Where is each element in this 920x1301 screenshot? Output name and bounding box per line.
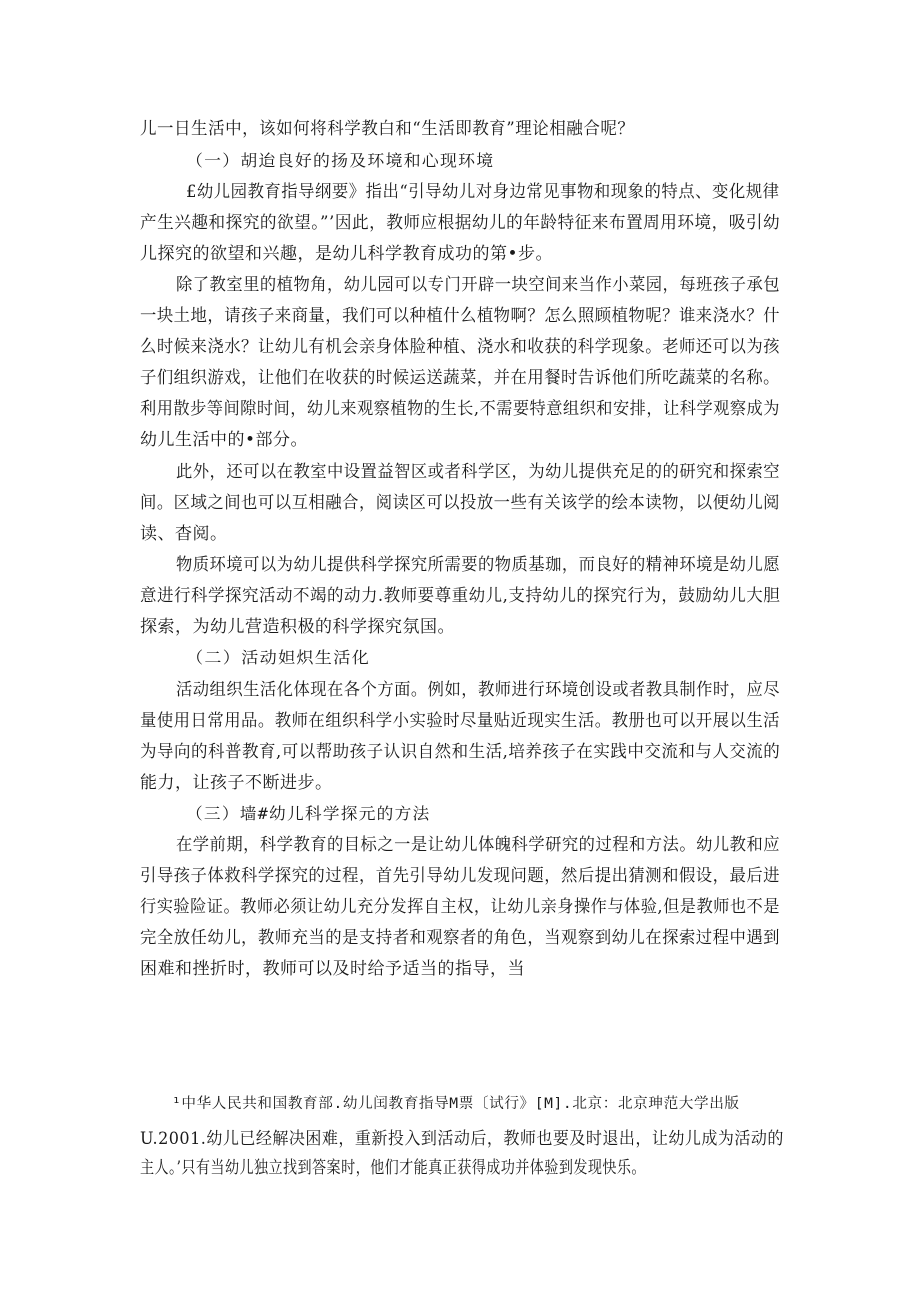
paragraph-line: 行实验险证。教师必须让幼儿充分发挥自主权，让幼儿亲身操作与体验,但是教师也不是 bbox=[140, 897, 780, 917]
paragraph-line: 为导向的科普教育,可以帮助孩子认识自然和生活,培养孩子在实践中交流和与人交流的 bbox=[140, 742, 781, 762]
paragraph-line: 在学前期，科学教育的目标之一是让幼儿体魄科学研究的过程和方法。幼儿教和应 bbox=[176, 835, 780, 855]
intro-line: 儿一日生活中，该如何将科学教白和“生活即教育”理论相融合呢？ bbox=[140, 119, 635, 139]
paragraph-line: 引导孩子体救科学探究的过程，首先引导幼儿发现问题，然后提出猜测和假设，最后进 bbox=[140, 866, 780, 886]
paragraph-line: 利用散步等间隙时间，幼儿来观察植物的生长,不需要特意组织和安排，让科学观察成为 bbox=[140, 399, 780, 419]
paragraph-line: 此外，还可以在教室中设置益智区或者科学区，为幼儿提供充足的的研究和探索空 bbox=[176, 462, 780, 482]
paragraph-line: 除了教室里的植物角，幼儿园可以专门开辟一块空间来当作小菜园，每班孩子承包 bbox=[176, 275, 780, 295]
paragraph-line: 么时候来浇水？让幼儿有机会亲身体脸种植、浇水和收获的科学现象。老师还可以为孩 bbox=[140, 337, 780, 357]
paragraph-line: 探索，为幼儿营造积极的科学探究氛国。 bbox=[140, 617, 455, 637]
paragraph-line: 幼儿生活中的•部分。 bbox=[140, 430, 309, 450]
section-heading: （一）胡迨良好的扬及环境和心现环境 bbox=[186, 151, 495, 170]
footnote-line: ¹中华人民共和国教育部.幼儿闰教育指导M票〔试行》[M].北京：北京珅范大学出版 bbox=[172, 1096, 740, 1112]
paragraph-line: 一块土地，请孩子来商量，我们可以种植什么植物啊？怎么照顾植物呢？谁来浇水？什 bbox=[140, 306, 780, 326]
paragraph-line: 量使用日常用品。教师在组织科学小实验时尽量贴近现实生活。教册也可以开展以生活 bbox=[140, 711, 780, 731]
paragraph-line: £幼儿园教育指导纲要》指出“引导幼儿对身边常见事物和现象的特点、变化规律 bbox=[186, 182, 780, 202]
paragraph-line: 间。区域之间也可以互相融合，阅读区可以投放一些有关该学的绘本读物，以便幼儿阅 bbox=[140, 493, 780, 513]
paragraph-line: 能力，让孩子不断进步。 bbox=[140, 773, 333, 793]
paragraph-line: 子们组织游戏，让他们在收获的时候运送蔬菜，并在用餐时告诉他们所吃蔬菜的名称。 bbox=[140, 368, 780, 388]
footnote-continuation: U.2001.幼儿已经解决困难，重新投入到活动后，教师也要及时退出，让幼儿成为活动的 bbox=[140, 1129, 784, 1149]
paragraph-line: 完全放任幼儿，教师充当的是支持者和观察者的角色，当观察到幼儿在探索过程中遇到 bbox=[140, 928, 780, 948]
paragraph-line: 读、杳阅。 bbox=[140, 524, 228, 544]
footnote-continuation: 主人。’只有当幼儿独立找到答案时，他们才能真正获得成功并体验到发现快乐。 bbox=[140, 1158, 646, 1178]
section-heading: （三）墙#幼儿科学探元的方法 bbox=[186, 804, 431, 823]
paragraph-line: 物质环境可以为幼儿提供科学探究所需要的物质基珈，而良好的精神环境是幼儿愿 bbox=[176, 555, 780, 575]
paragraph-line: 困难和挫折时，教师可以及时给予适当的指导，当 bbox=[140, 959, 525, 979]
section-heading: （二）活动妲炽生活化 bbox=[186, 648, 371, 667]
paragraph-line: 产生兴趣和探究的欲望。”’因此，教师应根据幼儿的年龄特征来布置周用环境，吸引幼 bbox=[140, 213, 781, 233]
paragraph-line: 意进行科学探究活动不竭的动力.教师要尊重幼儿,支持幼儿的探究行为，鼓励幼儿大胆 bbox=[140, 586, 781, 606]
paragraph-line: 儿探究的欲望和兴趣，是幼儿科学教育成功的第•步。 bbox=[140, 244, 554, 264]
paragraph-line: 活动组织生活化体现在各个方面。例如，教师进行环境创设或者教具制作时，应尽 bbox=[176, 680, 780, 700]
